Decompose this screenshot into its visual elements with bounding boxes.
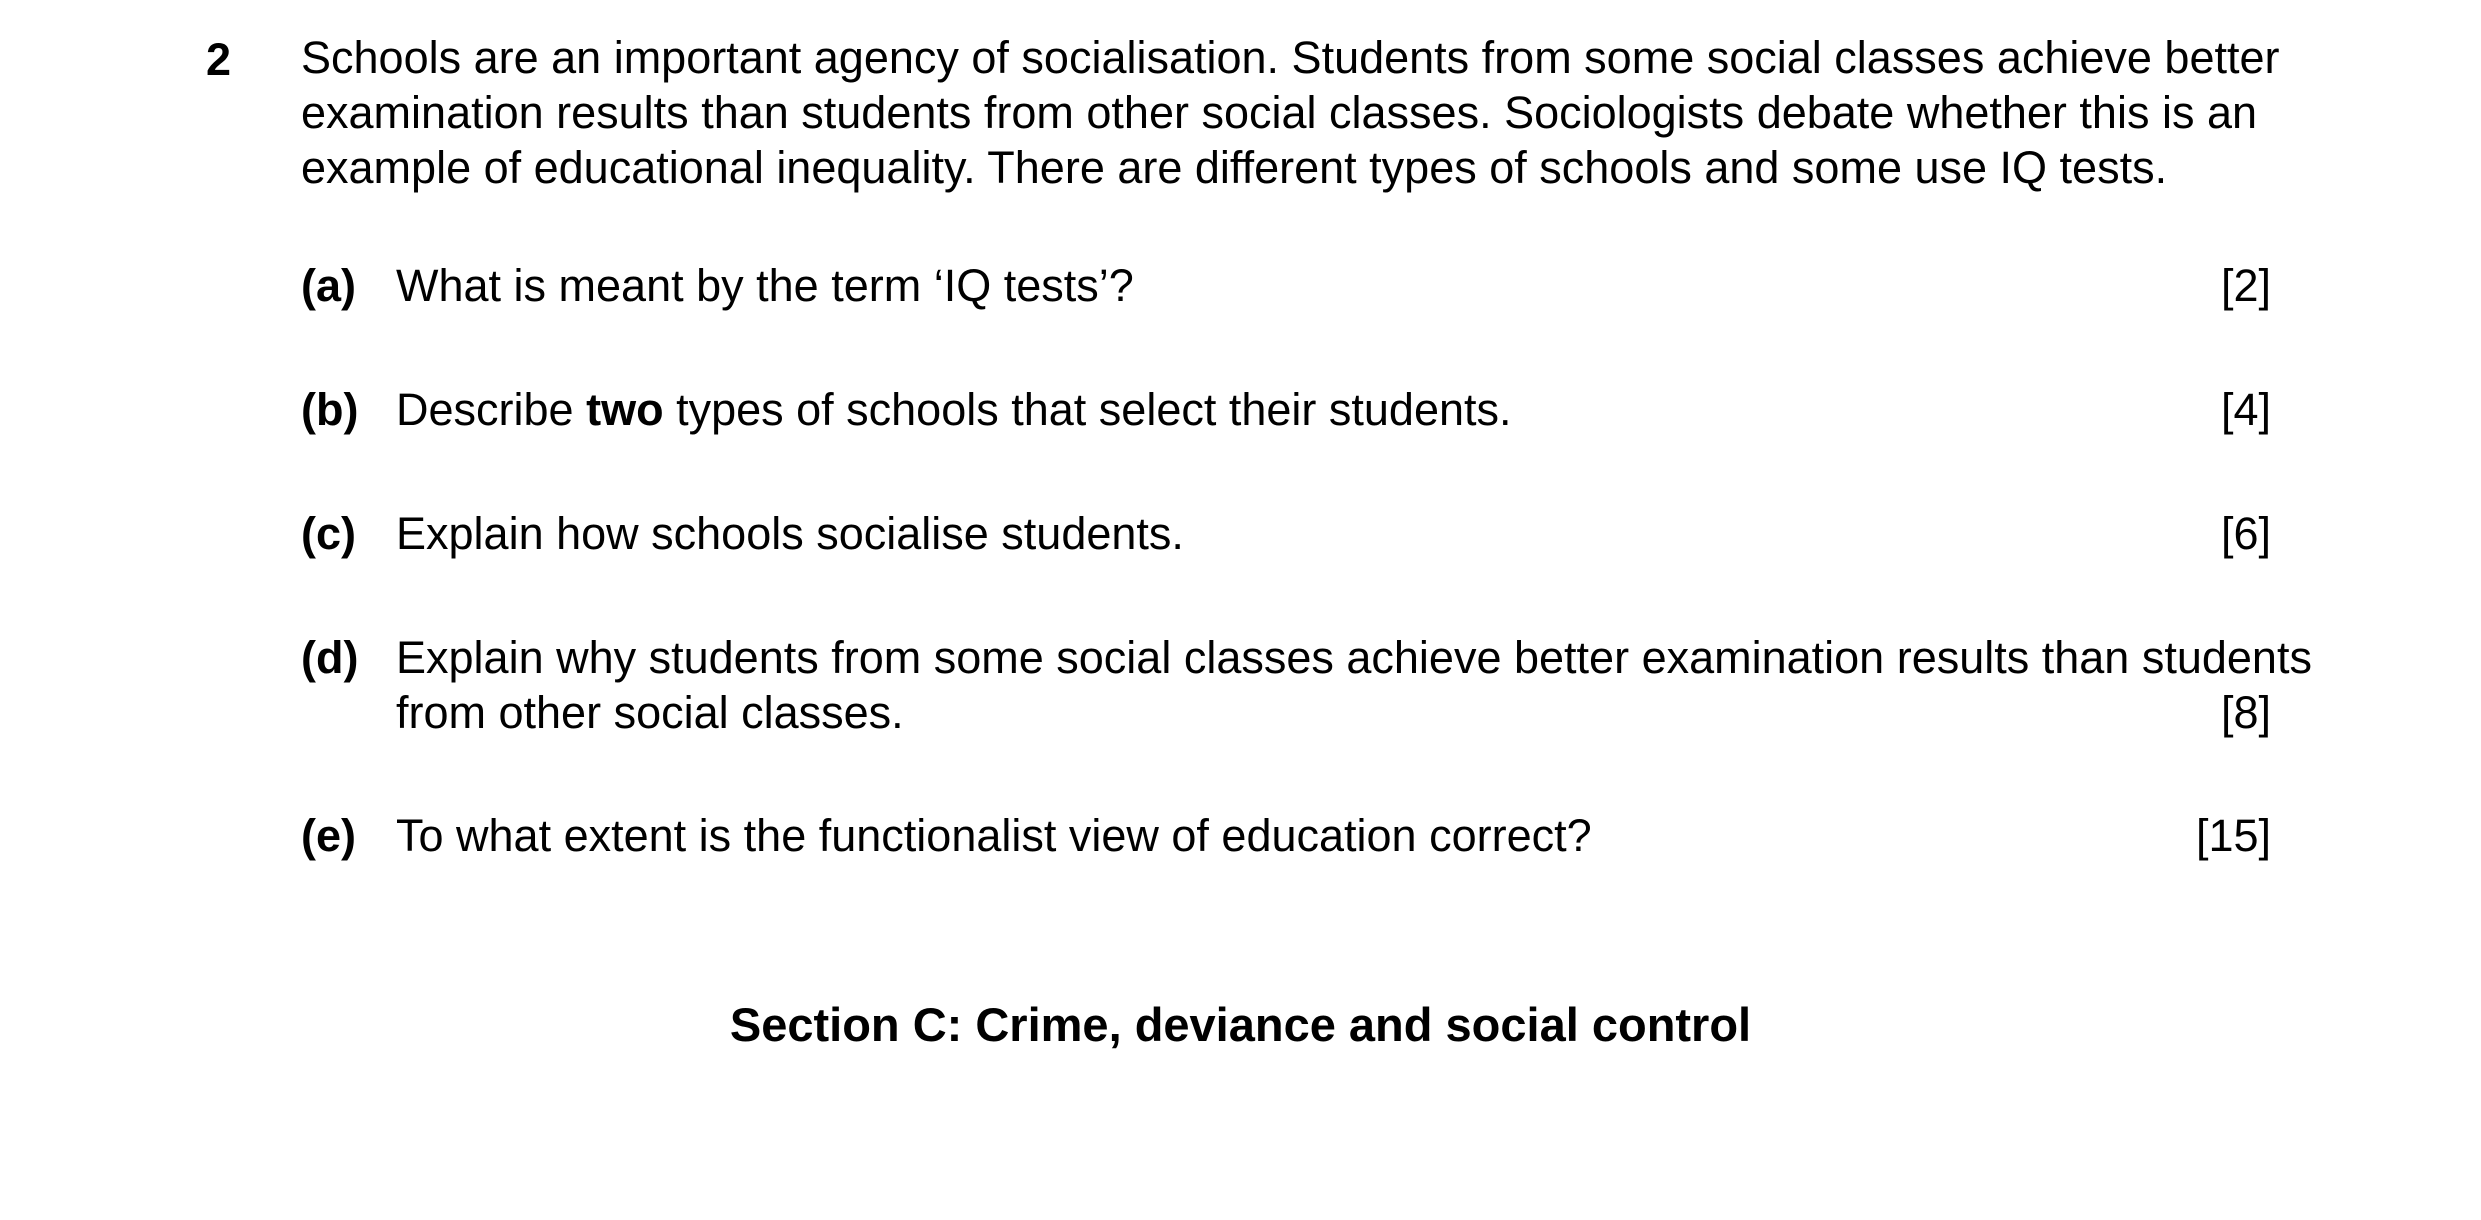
question-part-c [301, 506, 2271, 566]
stem-line: examination results than students from other social classes. Sociologists debate whether this is an [301, 87, 2258, 138]
part-text-emphasis: two [586, 384, 664, 435]
part-marks: [8] [2220, 687, 2271, 738]
part-marks: [4] [2220, 384, 2271, 435]
part-marks: [2] [2220, 260, 2271, 311]
part-text-line1: Explain why students from some social classes achieve better examination results than students [396, 632, 2312, 683]
part-text: Explain how schools socialise students. [396, 508, 1184, 559]
part-label: (d) [301, 632, 359, 683]
question-number: 2 [206, 34, 232, 85]
question-stem [301, 30, 2301, 195]
stem-line: example of educational inequality. There are different types of schools and some use IQ tests. [301, 142, 2168, 193]
part-text: To what extent is the functionalist view of education correct? [396, 810, 1592, 861]
part-label: (a) [301, 260, 356, 311]
stem-line: Schools are an important agency of socialisation. Students from some social classes achieve better [301, 32, 2280, 83]
question-part-e [301, 808, 2271, 868]
part-marks: [6] [2220, 508, 2271, 559]
question-part-a [301, 258, 2271, 318]
part-text-end: types of schools that select their students. [663, 384, 1512, 435]
part-label: (b) [301, 384, 359, 435]
part-text: What is meant by the term ‘IQ tests’? [396, 260, 1134, 311]
part-label: (e) [301, 810, 356, 861]
question-part-d [301, 630, 2312, 745]
part-text [396, 382, 1512, 437]
question-part-b [301, 382, 2271, 442]
part-text-line2: from other social classes. [396, 687, 904, 738]
section-heading: Section C: Crime, deviance and social control [729, 998, 1752, 1051]
part-label: (c) [301, 508, 356, 559]
part-text-start: Describe [396, 384, 587, 435]
part-marks: [15] [2195, 810, 2271, 861]
